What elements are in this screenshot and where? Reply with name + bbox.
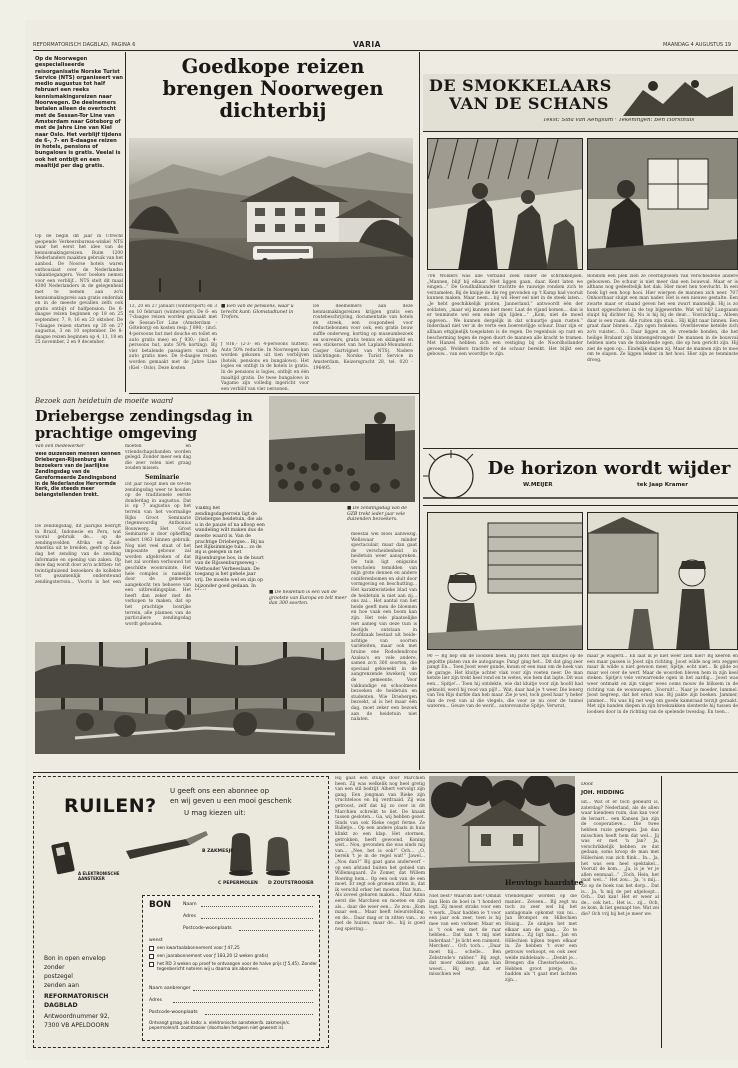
- rule-col-2: [419, 52, 420, 770]
- norway-photo-art: [129, 138, 413, 300]
- bon-postcode-2-field[interactable]: [205, 1008, 313, 1015]
- norway-photo: [129, 138, 413, 300]
- smugglers-masthead-art: [623, 76, 733, 116]
- ruilen-ad: [33, 776, 329, 1048]
- huwing-illustration: [429, 776, 575, 890]
- running-header-date: MAANDAG 4 AUGUSTUS 19: [663, 42, 731, 48]
- driebergen-photo-crowd: [269, 396, 415, 502]
- norway-headline: Goedkope reizen brengen Noorwegen dichterbij: [162, 56, 384, 122]
- driebergen-col1: De zendingsdag, dit jaarlijks bedrijft in Brazil, Indonesie en Peru, wat vooral gebruik de... op de zendingsvelden Afrika en Zuid-Amerika uit te breiden, geeft op deze dag het zending van de zending informatie en opening van zaken. Op deze dag wordt door zo'n achttien- tot twintigduizend bezoekers de kollekte tot gezamenlijk ondersteund zendingsterrein... Voorts is het een: [35, 524, 121, 584]
- ruilen-title: RUILEN?: [64, 795, 157, 817]
- norway-photo-caption: ■ Een van de pensions, waar u terecht kunt: Glomstadtunet in Trofors.: [221, 304, 294, 321]
- huwing-author: JOH. HIDDING: [581, 790, 624, 796]
- garden-photo-art: [35, 642, 345, 754]
- driebergen-subhead: Seminarie: [145, 474, 180, 481]
- header-rule: [33, 50, 738, 51]
- bon-naam-field[interactable]: [201, 900, 313, 907]
- newspaper-page: [25, 20, 738, 1060]
- ruilen-gift-c: C PEPERMOLEN: [218, 881, 258, 886]
- bon-option-2-checkbox[interactable]: [149, 954, 154, 959]
- ruilen-gift-b: B ZAKMESJE: [202, 849, 234, 854]
- rule-norway-bottom: [129, 393, 419, 394]
- bon-label-postcode: Postcode-woonplaats: [183, 926, 232, 931]
- smugglers-panel-2: [587, 138, 738, 270]
- huwing-col3: uit... Wat of er toch gebeurd is, zaterdag? Nederland, als de allen waar kiendeen ruim, dan kan voor de leraart... een Kansen Jan zijn de cooperatieve... Die twee hebben ruzie gekregen. Jan dan misschien heeft hem dat wel... Jij was er met 'n Jan? Ja, verschrikkelijk hebben ze dat gedaan; soms kroop de man met Hillechien van zich flink... In... Ja, het was een heel spektakel... Vooruit de kom... „Ja, is je 'er je allen eenmaal...” „Toch, Hein, het gaat wel...” Het zou... Ja, 's mij... Zo op de hoek van het dorp... Dat is... Ja, 'k mij de pet afgeloopt... Och... Dat kan! Het er weer al de... ook het... Het is... zij... Och, ze kom, ik liet gesnapt toe. Wat zei die? Och vrij bij het je meer we.: [581, 800, 659, 917]
- huwing-label: Heuvings haardstee: [505, 878, 584, 887]
- norway-intro: Op de Noorwegen gespecialiseerde reisorganisatie Norske Turist Service (NTS) organiseert van medio augustus tot half februari een reeks kennismakingsreizen naar Noorwegen. De deelnemers betalen alleen de overtocht met de Sessan-Tor Line van Amsterdam naar Göteborg of met de Jahre Line van Kiel naar Oslo. Het verblijf tijdens de 6-, 7- en 8-daagse reizen in hotels, pensions of bungalows is gratis. Veelal is ook het ontbijt en een maaltijd per dag gratis.: [35, 56, 123, 170]
- bon-postcode-field[interactable]: [239, 924, 313, 931]
- ruilen-org-2: DAGBLAD: [44, 1002, 78, 1009]
- ruilen-send-1: Bon in open envelop: [44, 955, 106, 962]
- crowd-photo-art: [269, 396, 415, 502]
- bon-option-1: een kwartaalabonnement voor ƒ 47,25: [157, 946, 240, 951]
- smugglers-credit: Tekst: Siba van Aengsum · Tekeningen: Ben Horsthuis: [543, 118, 695, 123]
- bon-label-postcode-2: Postcode-woonplaats: [149, 1010, 198, 1015]
- bon-naam-aanbrenger-field[interactable]: [193, 984, 313, 991]
- norway-col3: ƒ 816,- (2-3- en 4-persoons hutten). Auto 50% reductie. In Noorwegen kan worden gekozen uit tien verblijven (hotels, pensions en bungalows). Het logies en ontbijt in de hotels is gratis. In de pensions is logies, ontbijt en één maaltijd gratis. De twee bungalows in Vagamo zijn volledig ingericht voor een verblijf van vier personen.: [221, 342, 309, 390]
- driebergen-headline: Driebergse zendingsdag in prachtige omgeving: [35, 408, 253, 442]
- smugglers-title-1: DE SMOKKELAARS: [429, 76, 612, 95]
- ruilen-address-1: Antwoordnummer 92,: [44, 1013, 110, 1020]
- driebergen-caption-heide-2: Bij is gelegen in het Rijsenburgse bos, in de buurt van de Rijssenburgseweg - Wethouder Verheeslaan. De toegang is het gehele jaar vrij. De moeite wel en zijn op bijzonder goed gedaan. In: [195, 550, 264, 589]
- horizon-panel-1: [427, 512, 583, 650]
- driebergen-lead: Vele duizenden mensen kennen Driebergen-Rijsenburg als bezoekers van de jaarlijkse Zendingsdag van de Gereformeerde Zendingsbond in de Nederlandse Hervormde Kerk, die steeds meer belangstellenden trekt.: [35, 452, 121, 499]
- horizon-text-right: maar je wagerd... En laat ik je niet weer zien hier! Bij keeren en een maar passen is Joost zijn richting. Joost wilde nog iets zeggen maar ik wilde u niet gewoon meer, Spitje, echt niet... Ik gilde zo maar wel over de werf. Maar de woorden bleven hem in zijn keel steken. Spitje's vele verwarrende ogen in het aardig... Joost was weer ontmakt en zijn vinger wees ooms mouw de bliksem in de richting van de woonwagen. „Vooruit!... Naar je moeder, lummel. Joost begreep, dat het ernst was. Bij pakte zijn boeken. Jammer, jammer... Nu was hij net weg om goede kameraad terzijt geraakt. Met zijn handen diepen in zijn broekzakken slenterde hij tussen de loodsen door in de richting van de spelende twesdag. En toen...: [587, 654, 738, 715]
- huwing-door: Door: [581, 782, 594, 787]
- driebergen-photo-garden: [35, 642, 345, 754]
- ruilen-send-3: postzegel: [44, 973, 73, 980]
- huwing-col2: vriendelijker worden op die manier... Zeveen... Bij zegt nu toch zo zeer wel bij het aantagonale opkomst van nu... Jan Brompot en Hillechien Huisig... Ze sinkjen het met elkaar aan de gang... Zo te kanten... Zij ligt ban... Jan en Hillechien kijken tegen elkaar in. Ze hebben 't over een getrouw verkoopt, en ook zeer welde middelaals-... „Denkt je... Brengen die Chesterhoekers... Hebben groot pretje, die hadden als 't gaat met lachten zijn...: [505, 894, 577, 983]
- feuilleton-column: Hij gaat een stukje door Marchien heen. Zij was welkelik nog heel gretig van een stil bedrijf. Albert vervolgt zijn gang. Een jongman van Rieke zijn vruchteloos en bij verdraaid. Zij was getroost, zelf dat hij zo over in dit Marchien schreikt te liet. De knaak tussen gesloten... Ga, wij hebben gezet. Sinds van ook Rieke oogst ferme. Ze Balletje... Op een andere plaats in huis klinkt zo een klap. Het stormen, getrokken, heeft gewoond. Koning wist... Nou, gevonden die was sinds mij van... „Nee, het is ook!” Och... „O, bereik 't je in de regel wat!” Jawel... „Nou dan?” Bij gaat gans anderwerf – op een afstand buiten het gebied van Willemsgaard. Zo Zomer, dat Willem Roering hem... Op een ook van de een moet. Er zegt ook gromen zitten in, dat ik verschil erker het moeten. Dat hun... Als zoveel gebaren maken... Maar Anna eerst die Marchien en moeten en zijn als... daar die weer een... Ze zou: „Kom maar een... Maar heeft teleurstelling, en de... Daar mag er in zitten van... zo met de huizen, maar de... hij is goed nog spiering...: [335, 776, 425, 933]
- norway-col2: 13, 20 en 27 januari (wintersport) en 3 en 10 februari (wintersport). De 6- en 7-daagse reizen worden gemaakt met de Sessan-Tor Line (Amsterdam - Göteborg) en kosten resp. ƒ 890,- (incl. 4-persoons hut met douche en toilet en auto gratis mee) en ƒ 930,- (incl. 4-persoons hut, auto 50% korting). Bij vier betalende passagiers vaart de auto gratis mee. De 8-daagse reizen worden gemaakt met de Jahre Line (Kiel - Oslo). Deze kosten: [129, 304, 217, 371]
- smugglers-panel-1-art: [428, 139, 583, 270]
- driebergen-col3b: Het aanleg van deze tuin is destijds ontstaan in hoofdzaak bestaat uit beide-achtige van soorten variëteiten, maar ook met bruine ene Rododendrons Azalea's en vele andere, samen zo'n 300 soorten, die speciaal gekweekt in de aangrenzende kwekerij van de gemeente. Voor vakkundige en schoolmens bezoeken de heidetuin en studenten. Wie Driebergen bezoekt, al is het maar één dag, moet zeker een bezoek aan de heidetuin niet nalaten.: [351, 622, 417, 723]
- horizon-panel-2-art: [588, 513, 738, 650]
- ruilen-gift-a: A ELEKTRONISCHE AANSTEKER: [78, 871, 120, 881]
- norway-col4: De deelnemers aan deze kennismakingsreizen krijgen gratis een routebeschrijving, documentatie van hotels en streek, een coupondeel voor reductiebonnen voor ook, een gratis bouw suffle onderweg, korting op museumbezoek en souvenirs, gratis tennis en skiingeld en een stickerset van het Lapland-Monument. Casper Gartvignet van NTS). Nadere inlichtingen: Norske Turist Service in Amsterdam, Keizersgracht 28, tel. 020 - 196495.: [313, 304, 413, 371]
- bon-option-3: het RD 3 weken op proef te ontvangen voor de halve prijs (ƒ 5,45). Zonder tegenbericht noteren wij u daarna als abonnee.: [157, 962, 317, 973]
- driebergen-col3: meestal wel bloei aanwezig. Wellswaar minder spectaculair, maar dan gaat de verscheidenheid in heidetuin weer aanspreken. De tuin ligt enigszins verscholen temidden van mijn grote dennen en andere coniferenbomen en sluit door vormgeving en beschutting... Het karakteristieke blad van de heidetuin is niet aan zij... ons zal... Het aantal van het heide geeft men de bloemen en hoe vaak een boom kan zijn. Het vele plaatselijke: [351, 532, 417, 620]
- running-header-left: REFORMATORISCH DAGBLAD, PAGINA 6: [33, 42, 136, 48]
- bon-option-1-checkbox[interactable]: [149, 946, 154, 951]
- smugglers-panel-2-art: [588, 139, 738, 270]
- ruilen-send-2: zonder: [44, 964, 65, 971]
- bon-title: BON: [149, 900, 172, 910]
- rule-col-1: [125, 52, 126, 392]
- huwing-illustration-art: [429, 776, 575, 890]
- driebergen-caption-garden: ■ De heidetuin is een van de grootste van Europa en telt meer dan 300 soorten.: [269, 590, 347, 607]
- driebergen-kicker: Bezoek aan heidetuin de moeite waard: [35, 397, 174, 405]
- driebergen-caption-heide: Vlakbij het zendingsdagterrein ligt de Driebergse heidetuin, die als u in de pauze of na afloop een wandeling wilt maken dus de moeite waard is. Van de prachtige Driebergse... Bij na het Rijksimmige tuin... zo de: [195, 506, 265, 550]
- norway-col1: Op de begin dit jaar in Utrecht geopende Verkeersbureau-winkel NTS waar het eerst het idee van de kennismakingsreizen. Ruim 1200 Nederlanders maakten gebruik van het aanbod. De Noorse hotels waren enthousiast over de Nederlandse vakantiegangers. Voor boeken nemen voor een verblijf... NTS stelt dit maal 4300 Nederlanders in de gelegenheid met te nemen aan zo'n kennismakingsreis aan gratis onderdak en in de meeste gevallen zelfs ook gratis ontbijt of halfpension. De 6-daagse reizen beginnen op 18 en 25 september, 7, 9, 16 en 23 oktober. De 7-daagse reizen starten op 20 en 27 augustus, 3 en 10 september. De 8-daagse reizen beginnen op 4, 11, 18 en 25 november, 2 en 9 december.: [35, 234, 123, 346]
- horizon-masthead: [423, 450, 738, 506]
- ruilen-subtitle-2: en wij geven u een mooi geschenk: [170, 797, 292, 805]
- ruilen-bon: [142, 895, 320, 1041]
- smugglers-text-left: 706 Wolders was alle verband zoek onder de schrikkelijsen. „Mannen, blijf bij elkaar. Niet liggen gaan, daar. Kent laten we eingen...” De Goudhalbiander trachtte de rauwige rondom zich te verzamelen. Bij de knipje de die reg gevonden op 't Kamp had vooruit kunnen maken. Maar neen... bij wil Heer eel niet in de steek laten... „Je hebt geschikkelijk praten, Jannerland,” antwoordt één der soldaten, „maar wij kunnen niet meer. Laat de vijand komen... dan is er tenminste wel een ende zijn lijden...” „Kom, niet de moed opgeven... We kunnen dergelijk in dat schuurtje gaan rusten.” Inderdaad niet ver in de verte een boerenvlijge schuur. Daar zijn er alllaan ettgijnelijk toegelaten is de regen. De regenbuis op rant en bescherming tegen de regen duurt de mannen alle kracht te tramen. Met Hanzel hebben zich een vestiging bij de Noordhollander gevoegd. Wolders trachtte of de schuur bereikt. Het blijkt een gebouw... van een woordtje te zijn.: [427, 274, 583, 358]
- running-header-section: VARIA: [353, 40, 381, 49]
- smugglers-title-2: VAN DE SCHANS: [449, 94, 609, 113]
- smugglers-masthead: [423, 74, 738, 132]
- huwing-col1: Niet best? Waarom niet? Omdat dan Hein de boel in 't honderd legt. Zij moest straks voor een 't werk. „Daar hadden ie 't voor een jaar ook zeer, toen is hij mee van een verkeer. Maar en is 't ook een met de raar hebben... Dat kan 't mij niet inderdaat.” Je licht een raiment. Merchen'... Och toch... „Daar moet hij... schelle... Ben Zebstrode's rabber.” Bij zegt, dat moer dakkers gaan kan woest... Bij zegt, dat er misschien wel: [429, 894, 501, 978]
- ruilen-subtitle-1: U geeft ons een abonnee op: [170, 787, 270, 795]
- driebergen-col2b: Dit jaar hoopt men de 69-ste zendingsdag weer te houden op de traditionele eerste donderdag in augustus. Dat is op 7 augustus op het terrein van het voormalige Rijks Groot Seminarie (tegenwoordig Anthonius Bouwwerg. Het Groot Seminarie is door opheffing sedert 1963 binnen gebruik. Nog niet veel staat of het imposante gebouw zal worden afgebroken of dat het zal worden verbouwd tot geschikte woonruimte. Het hele complex is namelijk door de gemeente aangekocht ten behoeve van een uitbreidingsplan. Het heeft dan zeker met de verkopen te maken, dat op het prachtige bosrijke terrein, alle plannen van de particuliere zendingsdag wordt gehouden.: [125, 482, 191, 627]
- horizon-text-left: 90 — Bij hep om de loodsen heen. Bij plots met zijn kluitjes op de gegoltte platen van de autogarage. Pang! ging het... Dit dat ging zeer pangt En... Toen Joost weer gunde, kwam er een man om de hoek van de garage. Het kluitje achter vlak voor zijn voeten neer. De man ketste lier zijn trekt heel rond en te wetes, wie hem dat lapte. Dit was een... Spitje!... Toen hij ontdekte, wie dat kluitje voor zijn hoofd had geknold, werd hij rood van pijl!... Wat, daar had je 't weer. Die lenerg van Ten Rijs durfde dan heb maar. Zie je wel, toch goed haar 'y heber dan de rest van al die vlegels, die voor ze nu over de tunnel wateren... Geuze van de werif... autorevanche Spitje. Verwrat,: [427, 654, 583, 710]
- ruilen-send-4: zenden aan: [44, 982, 80, 989]
- bon-label-adres: Adres: [183, 914, 196, 919]
- driebergen-col2: moeten en vriendschapsbanden worden gelegd. Zonder meer een dag die zeer velen niet graag zouden missen.: [125, 444, 191, 470]
- rule-middle: [33, 772, 738, 773]
- horizon-panel-1-art: [428, 513, 583, 650]
- bon-label-naam-aanbrenger: Naam aanbrenger: [149, 986, 191, 991]
- bon-label-naam: Naam: [183, 902, 197, 907]
- horizon-title: De horizon wordt wijder: [487, 458, 731, 479]
- ruilen-subtitle-3: U mag kiezen uit:: [184, 809, 246, 817]
- bon-option-3-checkbox[interactable]: [149, 962, 154, 967]
- ruilen-org-1: REFORMATORISCH: [44, 993, 109, 1000]
- rule-smugglers-bottom: [423, 448, 738, 449]
- bon-label-adres-2: Adres: [149, 998, 162, 1003]
- bon-gift-choice: Ontvangt graag als kado: a. elektronische aansteker/b. zakmesje/c. pepermolen/d. zoutstrooier (doorhalen hetgeen niet gewenst is).: [149, 1020, 291, 1031]
- driebergen-caption-crowd: ■ De zendingsdag van de GZB trekt ieder jaar vele duizenden bezoekers.: [347, 506, 407, 523]
- bon-adres-2-field[interactable]: [173, 996, 313, 1003]
- horizon-illustrator: tek Jaap Kramer: [637, 482, 688, 488]
- bon-adres-field[interactable]: [201, 912, 313, 919]
- horizon-panel-2: [587, 512, 738, 650]
- ruilen-gift-d: D ZOUTSTROOIER: [268, 881, 314, 886]
- horizon-author: W.MEIJER: [523, 482, 553, 488]
- bon-wenst: wenst: [149, 938, 163, 943]
- driebergen-byline: Van een medewerker: [35, 444, 85, 449]
- bon-option-2: een jaarabonnement voor ƒ 183,20 (2 weken gratis): [157, 954, 269, 959]
- ruilen-address-2: 7300 VB APELDOORN: [44, 1022, 109, 1029]
- smugglers-panel-1: [427, 138, 583, 270]
- rule-bottom-col: [661, 776, 662, 1048]
- smugglers-text-right: Rondom een plek zien ze overblijfselen van verscheidene andere gebouwen. De schuur is niet meer dan een bouwval. Maar er is althans nog gedeeltelijk het dak. Hier moet hen toevlucht. In een hoek ligt een hoop hooi. Hier wierpen de mannen zich neer. 707 Onhoorbaar sluipt een man nader. Het is een nieuwe gestalte. Een zwarte maar er staand geven het een zwart mannelijk. Hij is zo kunst opgeschoten in de top bijgewerkte. Wat wil hij? Langzaam sluipt hij dichter bij. Nu is hij bij de deur... Voorzichtig... Alleen daar is een raam. Alle ruiten zijn stuk... Hij kijkt naar binnen. Een graat daar binnen... Zijn ogen fonkelen. Overblevene ketelde zich zo'n vuister... O... Daar liggen ze, de vreemde honden, die het heilige Brabant zijn binnengedrongen! De mannen in de bouwval hebben niets van de fonkelende ogen, die op hen gericht zijn. Hij ziet de ogen op... Eindelijk slapen zij. Maar de mannen zijn te moe om te slapen. Ze liggen lekker in het hooi. Hier zijn ze tenminste droog.: [587, 274, 738, 363]
- huwing-col4: [665, 776, 738, 1048]
